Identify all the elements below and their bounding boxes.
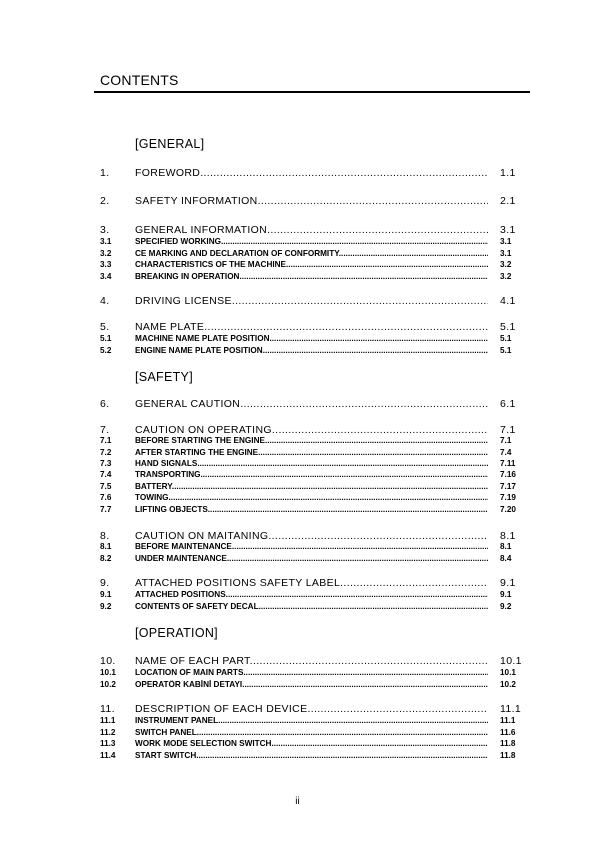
toc-entry[interactable]	[0, 321, 595, 335]
entry-page: 11.8	[500, 751, 516, 760]
entry-page: 8.1	[500, 530, 516, 542]
entry-page: 11.6	[500, 728, 516, 737]
entry-number: 3.4	[100, 272, 112, 281]
entry-page: 1.1	[500, 167, 516, 179]
entry-number: 8.	[100, 530, 110, 542]
entry-title: WORK MODE SELECTION SWITCH .....	[135, 739, 488, 749]
entry-title: CONTENTS OF SAFETY DECAL .....	[135, 602, 488, 612]
toc-entry[interactable]	[0, 703, 595, 717]
entry-number: 8.1	[100, 542, 112, 551]
entry-number: 6.	[100, 398, 110, 410]
entry-number: 5.2	[100, 346, 112, 355]
entry-page: 3.1	[500, 249, 512, 258]
toc-entry[interactable]	[0, 398, 595, 412]
entry-number: 10.2	[100, 680, 116, 689]
entry-number: 3.	[100, 224, 110, 236]
entry-number: 7.7	[100, 505, 112, 514]
entry-title: FOREWORD .....	[135, 167, 488, 179]
entry-title: AFTER STARTING THE ENGINE .....	[135, 448, 488, 458]
entry-number: 7.	[100, 424, 110, 436]
entry-page: 9.2	[500, 602, 512, 611]
entry-number: 10.	[100, 655, 116, 667]
toc-subentry[interactable]	[0, 751, 595, 765]
entry-page: 2.1	[500, 195, 516, 207]
entry-title: ENGINE NAME PLATE POSITION .....	[135, 346, 488, 356]
entry-page: 3.1	[500, 224, 516, 236]
entry-page: 5.1	[500, 334, 512, 343]
entry-number: 5.	[100, 321, 110, 333]
entry-page: 7.1	[500, 436, 512, 445]
entry-page: 7.4	[500, 448, 512, 457]
toc-entry[interactable]	[0, 655, 595, 669]
entry-page: 11.1	[500, 716, 516, 725]
page-heading: CONTENTS	[100, 72, 179, 88]
entry-number: 10.1	[100, 668, 116, 677]
entry-title: OPERATÖR KABİNİ DETAYI .....	[135, 680, 488, 690]
entry-number: 9.1	[100, 590, 112, 599]
entry-title: CAUTION ON OPERATING .....	[135, 424, 488, 436]
entry-number: 11.	[100, 703, 115, 715]
entry-page: 7.1	[500, 424, 516, 436]
entry-number: 1.	[100, 167, 110, 179]
entry-page: 4.1	[500, 295, 516, 307]
section-heading-general: [GENERAL]	[135, 137, 205, 151]
entry-page: 3.1	[500, 237, 512, 246]
entry-number: 4.	[100, 295, 110, 307]
entry-page: 7.20	[500, 505, 516, 514]
entry-page: 8.4	[500, 554, 512, 563]
entry-title: TRANSPORTING .....	[135, 470, 488, 480]
entry-number: 11.3	[100, 739, 116, 748]
entry-title: CHARACTERISTICS OF THE MACHINE .....	[135, 260, 488, 270]
entry-title: NAME OF EACH PART .....	[135, 655, 488, 667]
entry-title: UNDER MAINTENANCE .....	[135, 554, 488, 564]
entry-title: BEFORE STARTING THE ENGINE .....	[135, 436, 488, 446]
entry-title: BEFORE MAINTENANCE .....	[135, 542, 488, 552]
entry-page: 7.11	[500, 459, 516, 468]
entry-page: 7.16	[500, 470, 516, 479]
entry-title: GENERAL CAUTION .....	[135, 398, 488, 410]
entry-title: START SWITCH .....	[135, 751, 488, 761]
entry-title: MACHINE NAME PLATE POSITION .....	[135, 334, 488, 344]
toc-subentry[interactable]	[0, 554, 595, 568]
entry-page: 7.19	[500, 493, 516, 502]
entry-page: 11.1	[500, 703, 522, 715]
entry-title: INSTRUMENT PANEL .....	[135, 716, 488, 726]
entry-page: 9.1	[500, 577, 516, 589]
toc-entry[interactable]	[0, 295, 595, 309]
entry-number: 2.	[100, 195, 110, 207]
entry-title: LOCATION OF MAIN PARTS .....	[135, 668, 488, 678]
entry-title: NAME PLATE .....	[135, 321, 488, 333]
entry-page: 5.1	[500, 321, 516, 333]
toc-subentry[interactable]	[0, 505, 595, 519]
entry-number: 11.1	[100, 716, 116, 725]
entry-page: 8.1	[500, 542, 512, 551]
entry-title: GENERAL INFORMATION .....	[135, 224, 488, 236]
toc-subentry[interactable]	[0, 602, 595, 616]
entry-title: SAFETY INFORMATION .....	[135, 195, 488, 207]
entry-number: 9.2	[100, 602, 112, 611]
entry-title: BREAKING IN OPERATION .....	[135, 272, 488, 282]
entry-title: HAND SIGNALS .....	[135, 459, 488, 469]
entry-number: 3.1	[100, 237, 112, 246]
entry-number: 7.5	[100, 482, 112, 491]
entry-number: 3.3	[100, 260, 112, 269]
entry-page: 10.1	[500, 655, 522, 667]
toc-entry[interactable]	[0, 195, 595, 209]
entry-title: SPECIFIED WORKING .....	[135, 237, 488, 247]
entry-number: 5.1	[100, 334, 112, 343]
entry-title: ATTACHED POSITIONS .....	[135, 590, 488, 600]
entry-page: 3.2	[500, 260, 512, 269]
entry-title: DRIVING LICENSE .....	[135, 295, 488, 307]
entry-page: 7.17	[500, 482, 516, 491]
entry-page: 11.8	[500, 739, 516, 748]
entry-number: 9.	[100, 577, 110, 589]
entry-page: 3.2	[500, 272, 512, 281]
entry-number: 11.4	[100, 751, 116, 760]
entry-title: CE MARKING AND DECLARATION OF CONFORMITY .....	[135, 249, 488, 259]
entry-number: 8.2	[100, 554, 112, 563]
entry-page: 10.1	[500, 668, 516, 677]
toc-subentry[interactable]	[0, 346, 595, 360]
toc-subentry[interactable]	[0, 680, 595, 694]
entry-number: 7.6	[100, 493, 112, 502]
entry-title: SWITCH PANEL .....	[135, 728, 488, 738]
entry-number: 7.1	[100, 436, 112, 445]
entry-number: 3.2	[100, 249, 112, 258]
entry-page: 10.2	[500, 680, 516, 689]
toc-entry[interactable]	[0, 224, 595, 238]
toc-subentry[interactable]	[0, 272, 595, 286]
entry-title: TOWING .....	[135, 493, 488, 503]
entry-page: 9.1	[500, 590, 512, 599]
entry-number: 7.2	[100, 448, 112, 457]
toc-entry[interactable]	[0, 577, 595, 591]
entry-number: 7.3	[100, 459, 112, 468]
entry-page: 6.1	[500, 398, 516, 410]
entry-title: DESCRIPTION OF EACH DEVICE .....	[135, 703, 488, 715]
toc-entry[interactable]	[0, 167, 595, 181]
entry-number: 11.2	[100, 728, 116, 737]
entry-title: BATTERY .....	[135, 482, 488, 492]
entry-title: CAUTION ON MAITANING .....	[135, 530, 488, 542]
entry-title: ATTACHED POSITIONS SAFETY LABEL .....	[135, 577, 488, 589]
page-number: ii	[295, 796, 300, 807]
entry-page: 5.1	[500, 346, 512, 355]
entry-title: LIFTING OBJECTS .....	[135, 505, 488, 515]
section-heading-safety: [SAFETY]	[135, 370, 193, 384]
entry-number: 7.4	[100, 470, 112, 479]
section-heading-operation: [OPERATION]	[135, 626, 218, 640]
